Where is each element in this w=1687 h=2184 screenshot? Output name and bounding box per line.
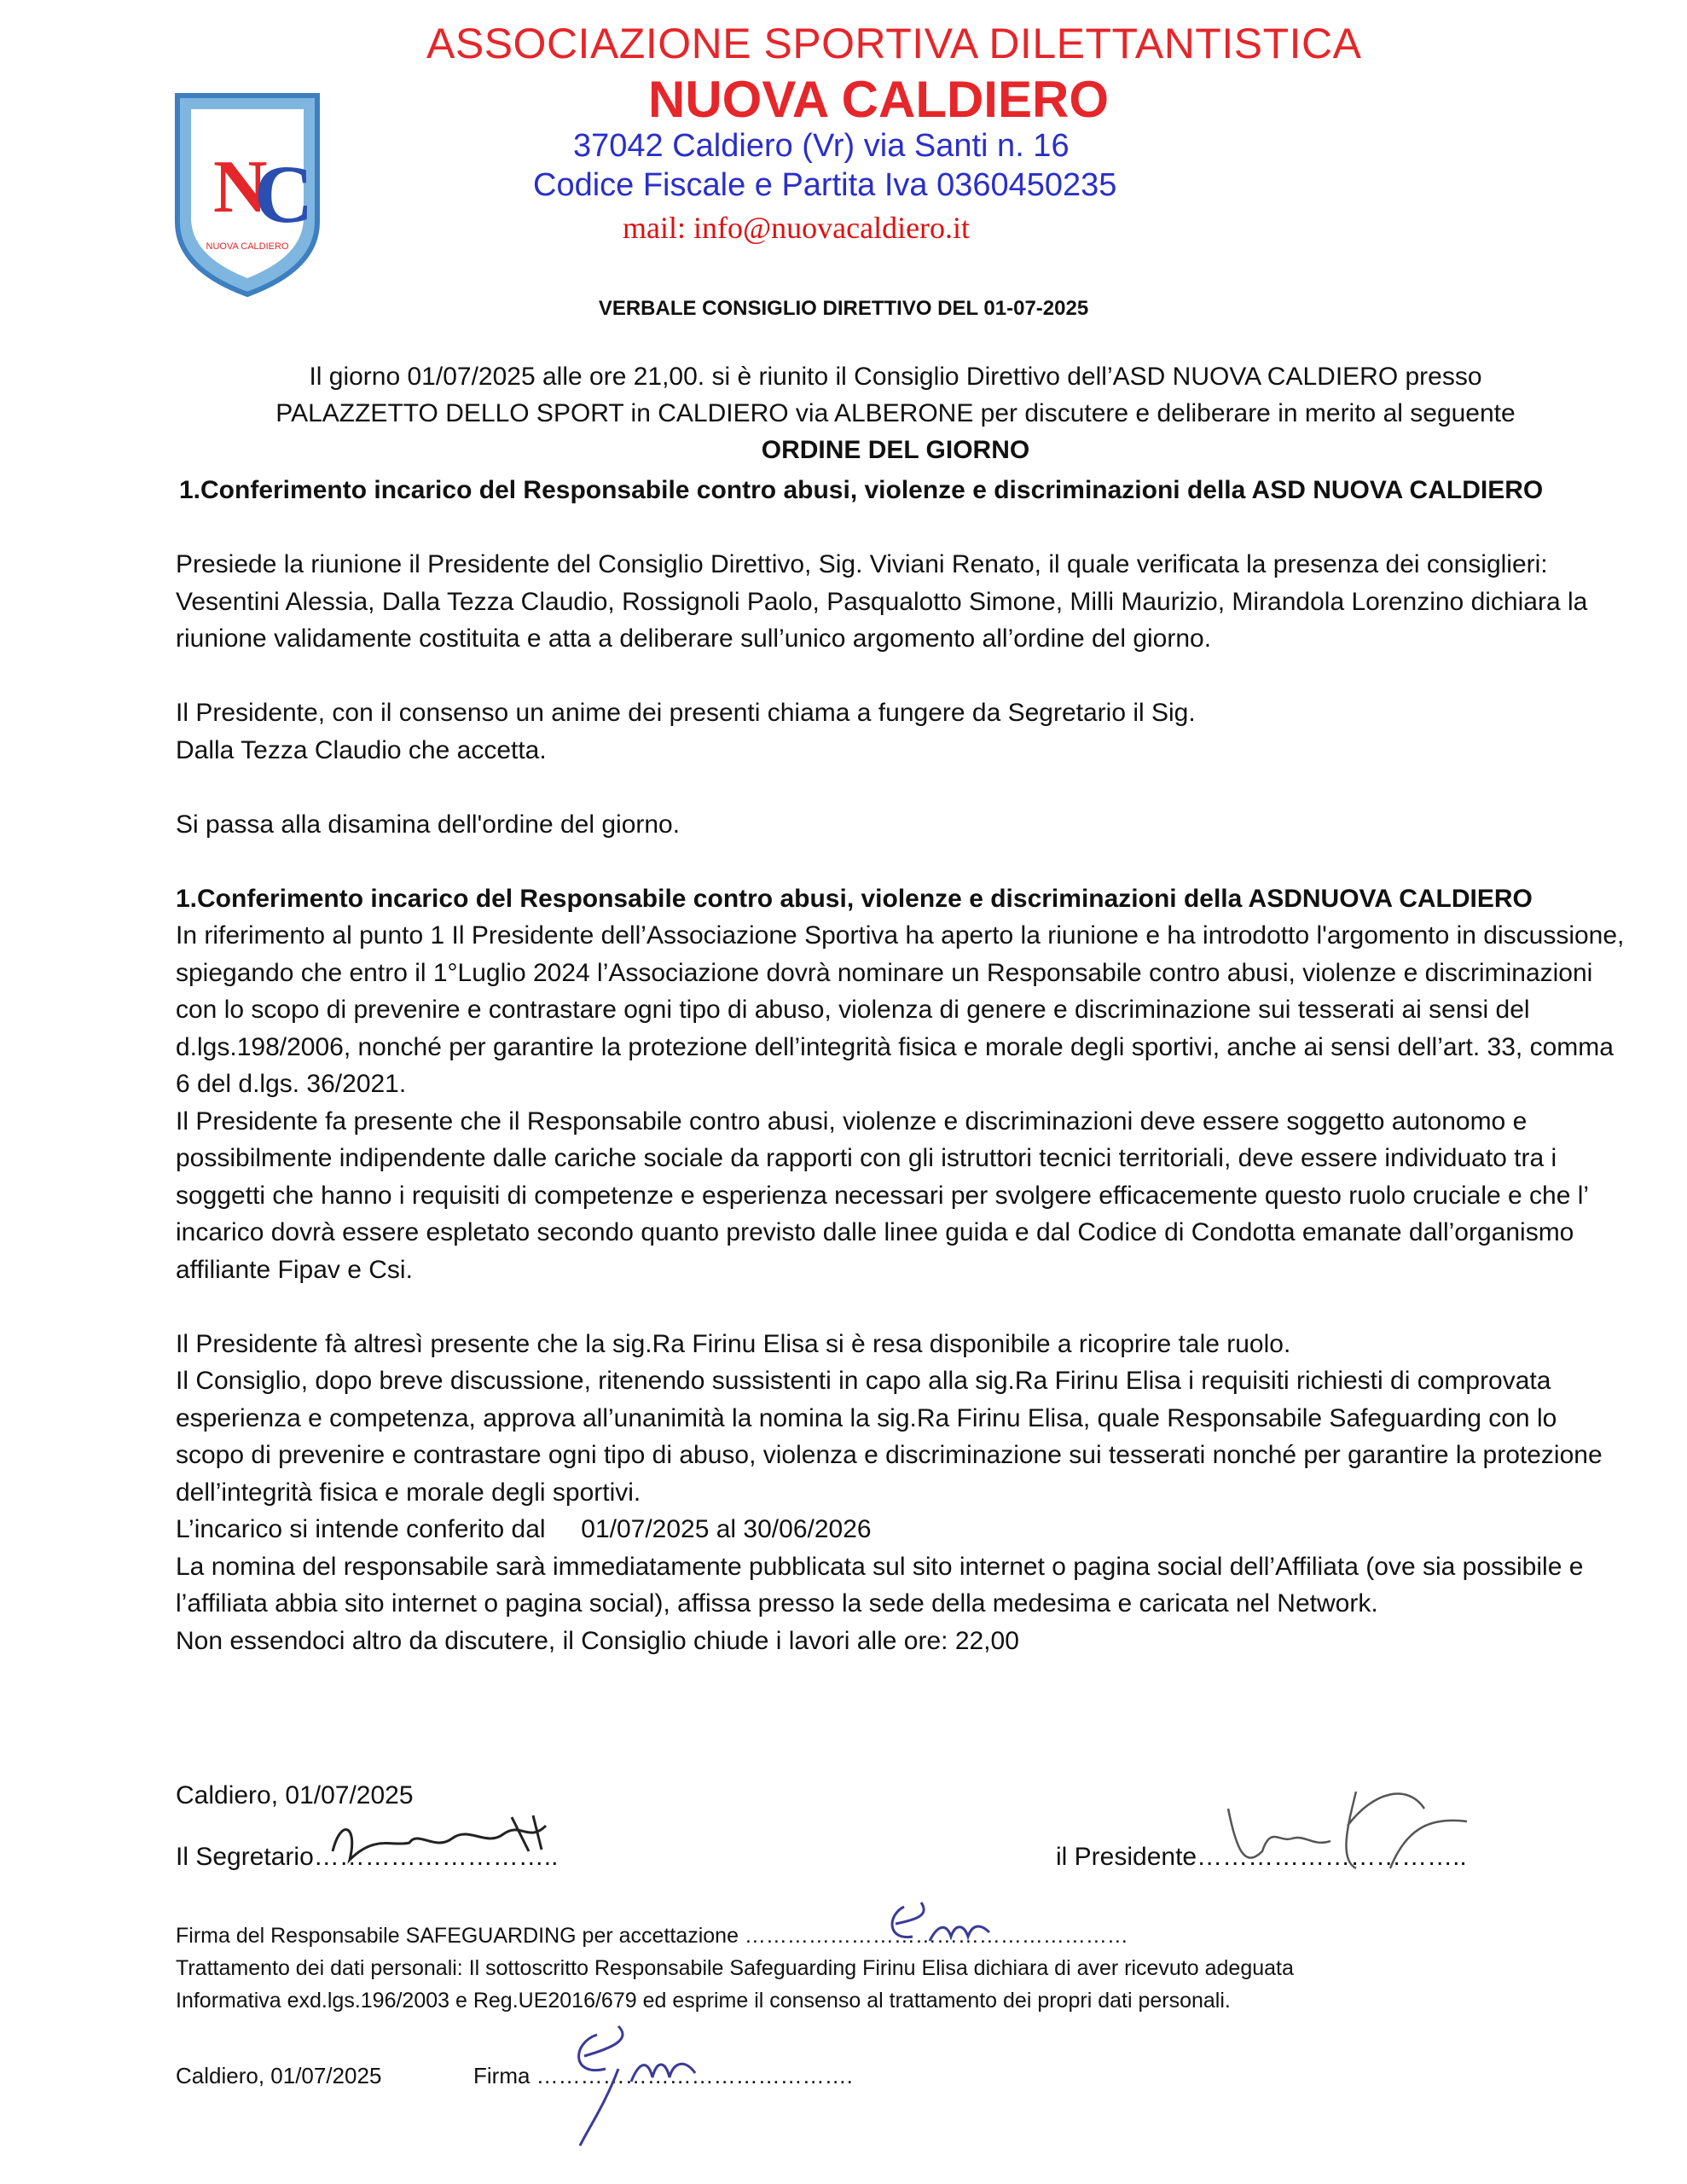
safeguarding-acceptance-line: Firma del Responsabile SAFEGUARDING per accettazione ……………………………………………… (176, 1924, 1128, 1948)
final-signature (546, 2018, 733, 2154)
secretary-signature (324, 1800, 563, 1877)
secretary-signature-line: Il Segretario……………………….. (176, 1843, 559, 1871)
document-title: VERBALE CONSIGLIO DIRETTIVO DEL 01-07-2025 (598, 297, 1089, 320)
svg-text:C: C (254, 148, 314, 240)
examination-line: Si passa alla disamina dell'ordine del giorno. (176, 810, 681, 839)
final-signature-line: Firma ……………………………………. (473, 2063, 853, 2088)
final-place-date: Caldiero, 01/07/2025 (176, 2063, 382, 2088)
availability-line: Il Presidente fà altresì presente che la sig.Ra Firinu Elisa si è resa disponibile a ricoprire tale ruolo. (176, 1329, 1291, 1358)
association-name: NUOVA CALDIERO (648, 71, 1109, 128)
safeguarding-signature (870, 1890, 1023, 1966)
agenda-heading: ORDINE DEL GIORNO (761, 436, 1030, 464)
association-address: 37042 Caldiero (Vr) via Santi n. 16 (573, 128, 1070, 164)
presides-paragraph: Presiede la riunione il Presidente del Consiglio Direttivo, Sig. Viviani Renato, il quale verificata la presenza dei consiglieri: Vesentini Alessia, Dalla Tezza Claudio, Rossignoli Paolo, Pasqualotto Simone, Milli Maurizio, Mirandola Lorenzino dichiara la riunione validamente costituita e atta a deliberare sull’unico argomento all’ordine del giorno. (176, 550, 1588, 653)
association-email: mail: info@nuovacaldiero.it (623, 211, 971, 245)
point-heading: 1.Conferimento incarico del Responsabile contro abusi, violenze e discriminazioni della ASDNUOVA CALDIERO (176, 884, 1533, 913)
association-logo (162, 85, 333, 299)
privacy-line-2: Informativa exd.lgs.196/2003 e Reg.UE2016/679 ed esprime il consenso al trattamento dei propri dati personali. (176, 1989, 1231, 2013)
secretary-line-2: Dalla Tezza Claudio che accetta. (176, 735, 547, 764)
secretary-line-1: Il Presidente, con il consenso un anime dei presenti chiama a fungere da Segretario il Sig. (176, 699, 1196, 727)
closing-line: Non essendoci altro da discutere, il Consiglio chiude i lavori alle ore: 22,00 (176, 1626, 1019, 1655)
place-date: Caldiero, 01/07/2025 (176, 1781, 414, 1809)
minutes-body (176, 546, 1626, 1659)
president-signature-line: il Presidente………………………….. (1056, 1843, 1467, 1871)
intro-line-2: PALAZZETTO DELLO SPORT in CALDIERO via ALBERONE per discutere e deliberare in merito al seguente (275, 399, 1516, 427)
council-decision: Il Consiglio, dopo breve discussione, ritenendo sussistenti in capo alla sig.Ra Firinu Elisa i requisiti richiesti di comprovata esperienza e competenza, approva all’unanimità la nomina la sig.Ra Firinu Elisa, quale Responsabile Safeguarding con lo scopo di prevenire e contrastare ogni tipo di abuso, violenza e discriminazione sui tesserati nonché per garantire la protezione dell’integrità fisica e morale degli sportivi. (176, 1367, 1603, 1507)
svg-text:N: N (213, 146, 268, 229)
association-fiscal-code: Codice Fiscale e Partita Iva 0360450235 (533, 167, 1117, 203)
privacy-line-1: Trattamento dei dati personali: Il sottoscritto Responsabile Safeguarding Firinu Elisa dichiara di aver ricevuto adeguata (176, 1956, 1294, 1980)
president-signature (1211, 1774, 1484, 1894)
svg-text:NUOVA CALDIERO: NUOVA CALDIERO (206, 241, 289, 252)
intro-line-1: Il giorno 01/07/2025 alle ore 21,00. si è riunito il Consiglio Direttivo dell’ASD NUOVA CALDIERO presso (309, 363, 1482, 391)
association-type: ASSOCIAZIONE SPORTIVA DILETTANTISTICA (426, 20, 1362, 67)
agenda-item: 1.Conferimento incarico del Responsabile contro abusi, violenze e discriminazioni della ASD NUOVA CALDIERO (179, 476, 1544, 504)
publication-paragraph: La nomina del responsabile sarà immediatamente pubblicata sul sito internet o pagina social dell’Affiliata (ove sia possibile e l’affiliata abbia sito internet o pagina social), affissa presso la sede della medesima e caricata nel Network. (176, 1552, 1584, 1618)
term-line: L’incarico si intende conferito dal 01/07/2025 al 30/06/2026 (176, 1515, 872, 1543)
president-notes: Il Presidente fa presente che il Responsabile contro abusi, violenze e discriminazioni deve essere soggetto autonomo e possibilmente indipendente dalle cariche sociale da rapporti con gli istruttori tecnici territoriali, deve essere individuato tra i soggetti che hanno i requisiti di competenze e esperienza necessari per svolgere efficacemente questo ruolo cruciale e che l’ incarico dovrà essere espletato secondo quanto previsto dalle linee guida e dal Codice di Condotta emanate dall’organismo affiliante Fipav e Csi. (176, 1107, 1588, 1284)
point-text: In riferimento al punto 1 Il Presidente dell’Associazione Sportiva ha aperto la riunione e ha introdotto l'argomento in discussione, spiegando che entro il 1°Luglio 2024 l’Associazione dovrà nominare un Responsabile contro abusi, violenze e discriminazioni con lo scopo di prevenire e contrastare ogni tipo di abuso, violenza di genere e discriminazione sui tesserati ai sensi del d.lgs.198/2006, nonché per garantire la protezione dell’integrità fisica e morale degli sportivi, anche ai sensi dell’art. 33, comma 6 del d.lgs. 36/2021. (176, 921, 1625, 1098)
intro-block (171, 358, 1620, 468)
